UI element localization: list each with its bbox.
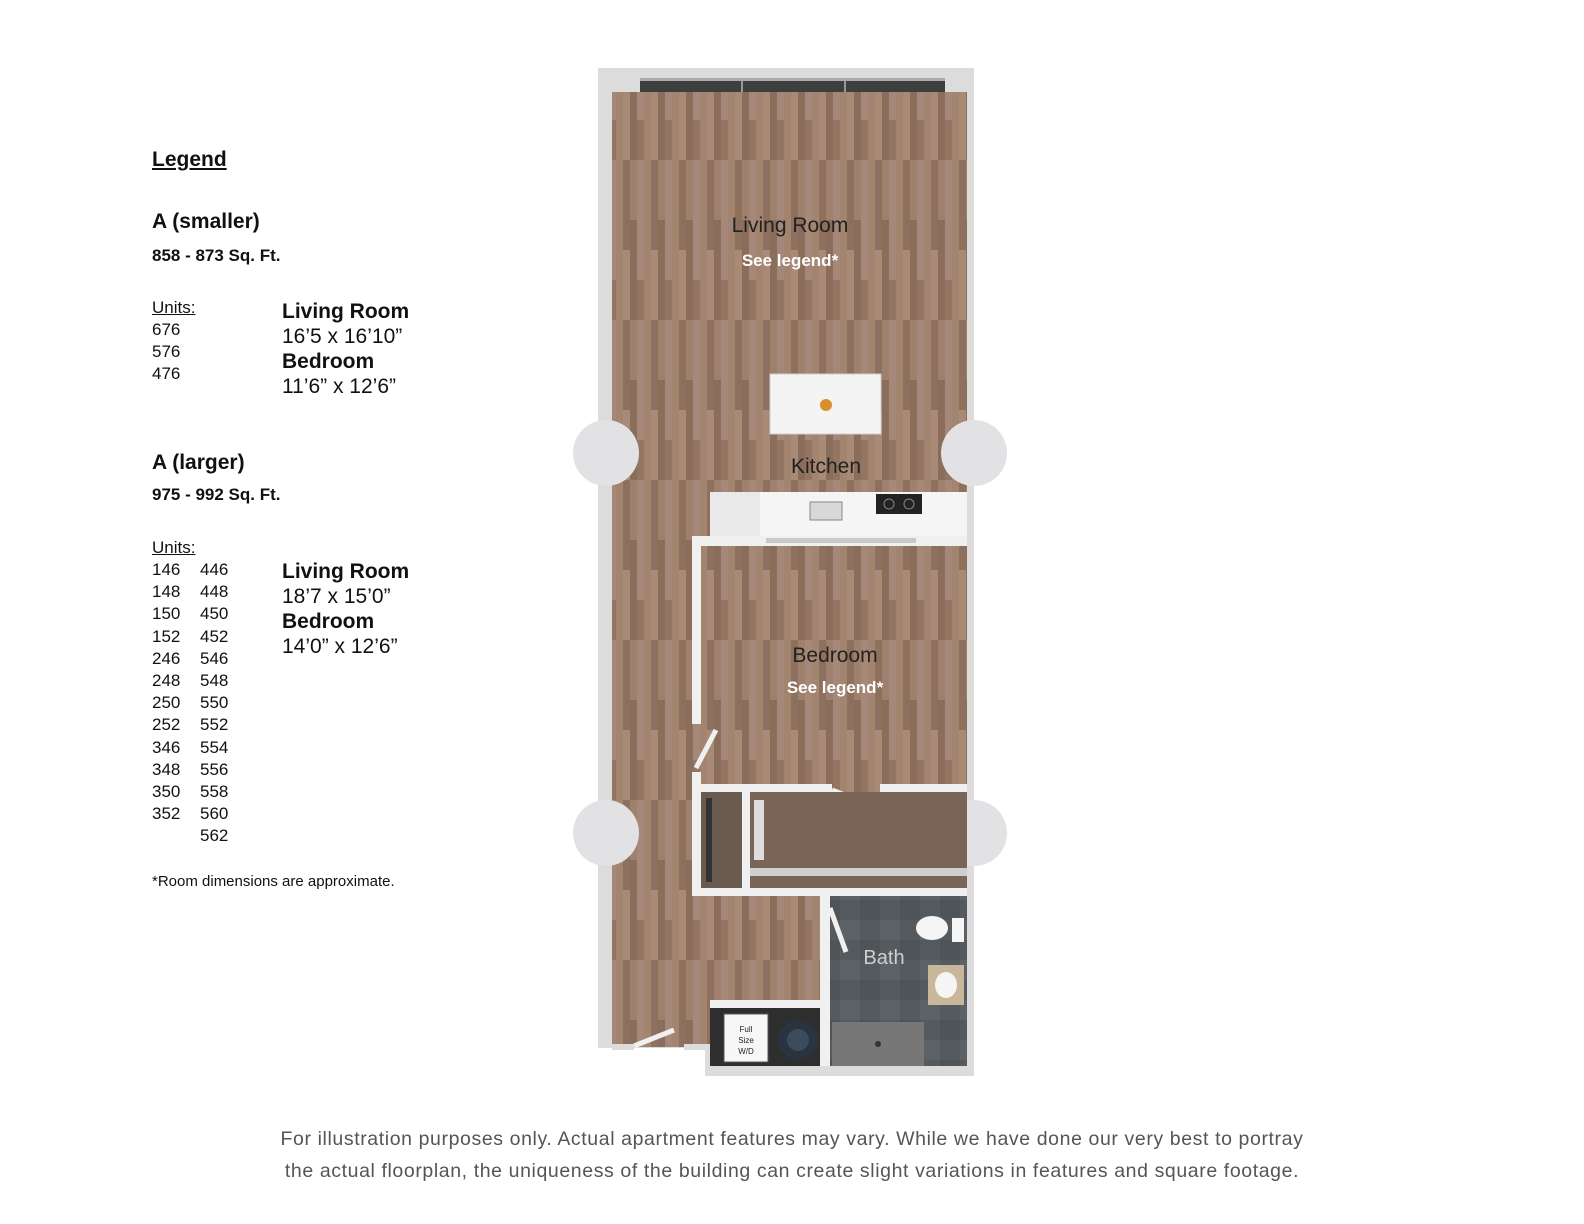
bedroom-see-legend: See legend* (786, 678, 884, 697)
kitchen-plan-label: Kitchen (790, 455, 862, 478)
unit-type-a-larger-sqft: 975 - 992 Sq. Ft. (152, 485, 281, 504)
legend-title: Legend (152, 148, 227, 171)
unit-number: 152 (152, 626, 181, 646)
disclaimer-line-1: For illustration purposes only. Actual apartment features may vary. While we have done our very best to portray (280, 1128, 1304, 1150)
unit-number: 148 (152, 582, 181, 602)
bathroom (820, 896, 967, 1066)
unit-number: 562 (200, 826, 229, 846)
units-label: Units: (152, 538, 196, 557)
bedroom-label: Bedroom (282, 350, 375, 373)
living-room-dimensions: 16’5 x 16’10” (282, 325, 403, 348)
unit-number: 448 (200, 582, 229, 602)
disclaimer-line-2: the actual floorplan, the uniqueness of the building can create slight variations in features and square footage. (284, 1160, 1300, 1182)
unit-number: 476 (152, 364, 181, 384)
unit-number: 446 (200, 560, 229, 579)
bedroom-dimensions: 11’6” x 12’6” (282, 375, 397, 398)
living-room-see-legend: See legend* (741, 251, 839, 270)
living-room-dimensions: 18’7 x 15’0” (282, 585, 391, 608)
unit-number: 346 (152, 737, 181, 757)
unit-type-a-larger-title: A (larger) (152, 451, 245, 474)
unit-number: 150 (152, 604, 181, 624)
bath-plan-label: Bath (863, 947, 905, 969)
bedroom-label: Bedroom (282, 610, 375, 633)
kitchen-island (770, 374, 881, 434)
unit-number: 552 (200, 715, 229, 735)
unit-number: 576 (152, 342, 181, 362)
unit-number: 450 (200, 604, 229, 624)
laundry-closet (710, 1000, 830, 1066)
kitchen-counter (710, 492, 967, 536)
closet (701, 792, 967, 888)
washer-dryer-label-line3: W/D (738, 1047, 754, 1056)
unit-number: 548 (200, 671, 229, 690)
unit-number: 250 (152, 693, 181, 713)
unit-number: 554 (200, 737, 229, 757)
unit-number: 252 (152, 715, 181, 735)
unit-number: 550 (200, 693, 229, 713)
unit-number: 546 (200, 648, 229, 668)
window (640, 78, 945, 92)
unit-number: 246 (152, 648, 181, 668)
unit-number: 350 (152, 782, 181, 801)
unit-number: 556 (200, 759, 229, 779)
unit-number: 348 (152, 759, 181, 779)
unit-number: 560 (200, 804, 229, 824)
living-room-label: Living Room (282, 300, 410, 323)
unit-number: 146 (152, 560, 181, 579)
units-label: Units: (152, 298, 196, 317)
living-room-label: Living Room (282, 560, 410, 583)
living-room-plan-label: Living Room (731, 214, 849, 237)
bedroom-dimensions: 14’0” x 12’6” (282, 635, 398, 658)
washer-dryer-label-line2: Size (738, 1036, 754, 1045)
unit-number: 452 (200, 626, 229, 646)
unit-number: 248 (152, 671, 181, 690)
bedroom-plan-label: Bedroom (792, 644, 878, 667)
unit-number: 352 (152, 804, 181, 824)
washer-dryer-label-line1: Full (739, 1025, 753, 1034)
unit-type-a-smaller-title: A (smaller) (152, 210, 260, 233)
unit-number: 676 (152, 320, 181, 339)
unit-number: 558 (200, 782, 229, 801)
dimensions-note: *Room dimensions are approximate. (152, 873, 395, 890)
unit-type-a-smaller-sqft: 858 - 873 Sq. Ft. (152, 246, 281, 265)
